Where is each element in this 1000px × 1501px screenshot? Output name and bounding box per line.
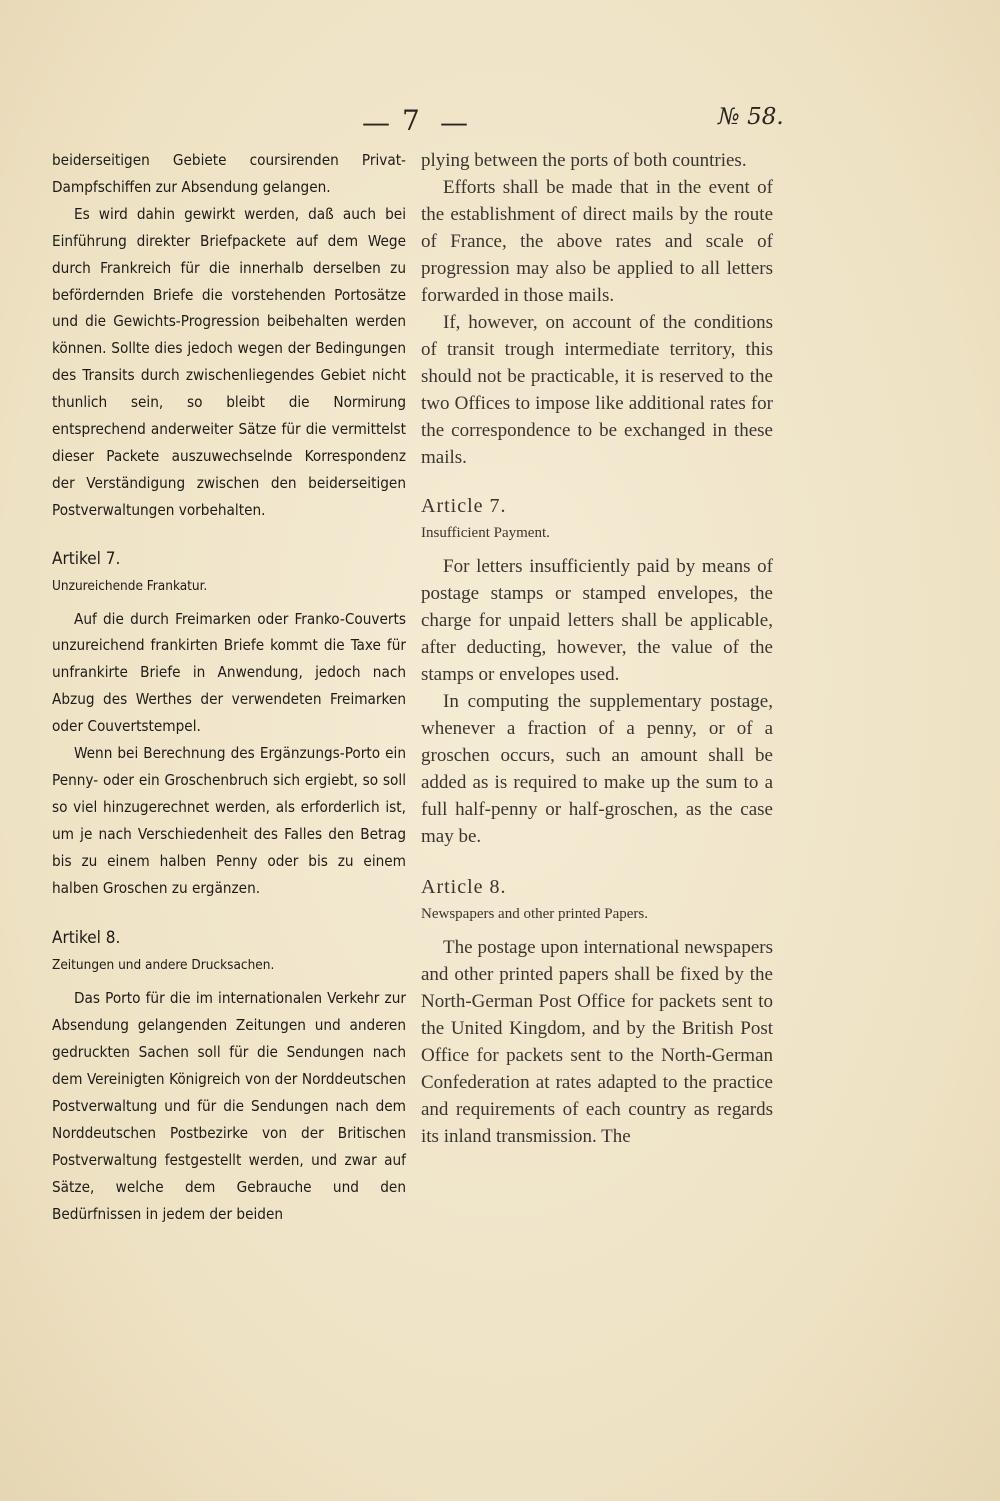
english-paragraph-5: In computing the supplementary postage, whenever a fraction of a penny, or of a groschen occurs, such an amount shall be added as is required to make up the sum to a full half-penny or half-groschen, as the case may be. — [421, 691, 773, 847]
german-paragraph-5: Das Porto für die im internationalen Verkehr zur Absendung gelangenden Zeitungen und anderen gedruckten Sachen soll für die Sendungen nach dem Vereinigten Königreich von der Norddeutschen Postverwaltung und für die Sendungen nach dem Norddeutschen Postbezirke von der Britischen Postverwaltung festgestellt werden, und zwar auf Sätze, welche dem Gebrauche und den Bedürfnissen in jedem der beiden — [52, 989, 406, 1223]
english-paragraph-2: Efforts shall be made that in the event of the establishment of direct mails by the route of France, the above rates and scale of progression may also be applied to all letters forwarded in those mails. — [421, 177, 773, 306]
english-paragraph-1: plying between the ports of both countries. — [421, 150, 747, 171]
german-article-7-subtitle: Unzureichende Frankatur. — [52, 577, 208, 594]
english-paragraph-6: The postage upon international newspapers and other printed papers shall be fixed by the North-German Post Office for packets sent to the United Kingdom, and by the British Post Office for packets sent to the North-German Confederation at rates adapted to the practice and requirements of each country as regards its inland transmission. The — [421, 937, 773, 1147]
english-article-8-title: Article 8. — [421, 876, 507, 898]
english-column — [421, 147, 773, 1150]
english-paragraph-3: If, however, on account of the conditions of transit trough intermediate territory, this should not be practicable, it is reserved to the two Offices to impose like additional rates for the correspondence to be exchanged in these mails. — [421, 312, 773, 468]
english-article-7-subtitle: Insufficient Payment. — [421, 525, 550, 541]
english-article-8-subtitle: Newspapers and other printed Papers. — [421, 906, 649, 922]
german-article-8-subtitle: Zeitungen und andere Drucksachen. — [52, 957, 275, 974]
english-paragraph-4: For letters insufficiently paid by means of postage stamps or stamped envelopes, the charge for unpaid letters shall be applicable, after deducting, however, the value of the stamps or envelopes used. — [421, 556, 773, 685]
header-dash-right: — — [440, 106, 468, 139]
german-article-8-title: Artikel 8. — [52, 928, 121, 949]
german-paragraph-1: beiderseitigen Gebiete coursirenden Privat-Dampfschiffen zur Absendung gelangen. — [52, 151, 406, 196]
german-paragraph-4: Wenn bei Berechnung des Ergänzungs-Porto ein Penny- oder ein Groschenbruch sich ergiebt, so soll so viel hinzugerechnet werden, als erforderlich ist, um je nach Verschiedenheit des Falles den Betrag bis zu einem halben Penny oder bis zu einem halben Groschen zu ergänzen. — [52, 744, 406, 897]
german-paragraph-2: Es wird dahin gewirkt werden, daß auch bei Einführung direkter Briefpackete auf dem Wege durch Frankreich für die innerhalb derselben zu befördernden Briefe die vorstehenden Portosätze und die Gewichts-Progression beibehalten werden können. Sollte dies jedoch wegen der Bedingungen des Transits durch zwischenliegendes Gebiet nicht thunlich sein, so bleibt die Normirung entsprechend anderweiter Sätze für die vermittelst dieser Packete auszuwechselnde Korrespondenz der Verständigung zwischen den beiderseitigen Postverwaltungen vorbehalten. — [52, 204, 406, 519]
german-article-7-title: Artikel 7. — [52, 548, 121, 569]
german-column — [52, 147, 406, 1227]
german-paragraph-3: Auf die durch Freimarken oder Franko-Couverts unzureichend frankirten Briefe kommt die Taxe für unfrankirte Briefe in Anwendung, jedoch nach Abzug des Werthes der verwendeten Freimarken oder Couvertstempel. — [52, 609, 406, 736]
document-number: № 58. — [718, 104, 784, 130]
page-number: 7 — [402, 104, 420, 137]
english-article-7-title: Article 7. — [421, 495, 507, 517]
header-dash-left: — — [362, 106, 390, 139]
